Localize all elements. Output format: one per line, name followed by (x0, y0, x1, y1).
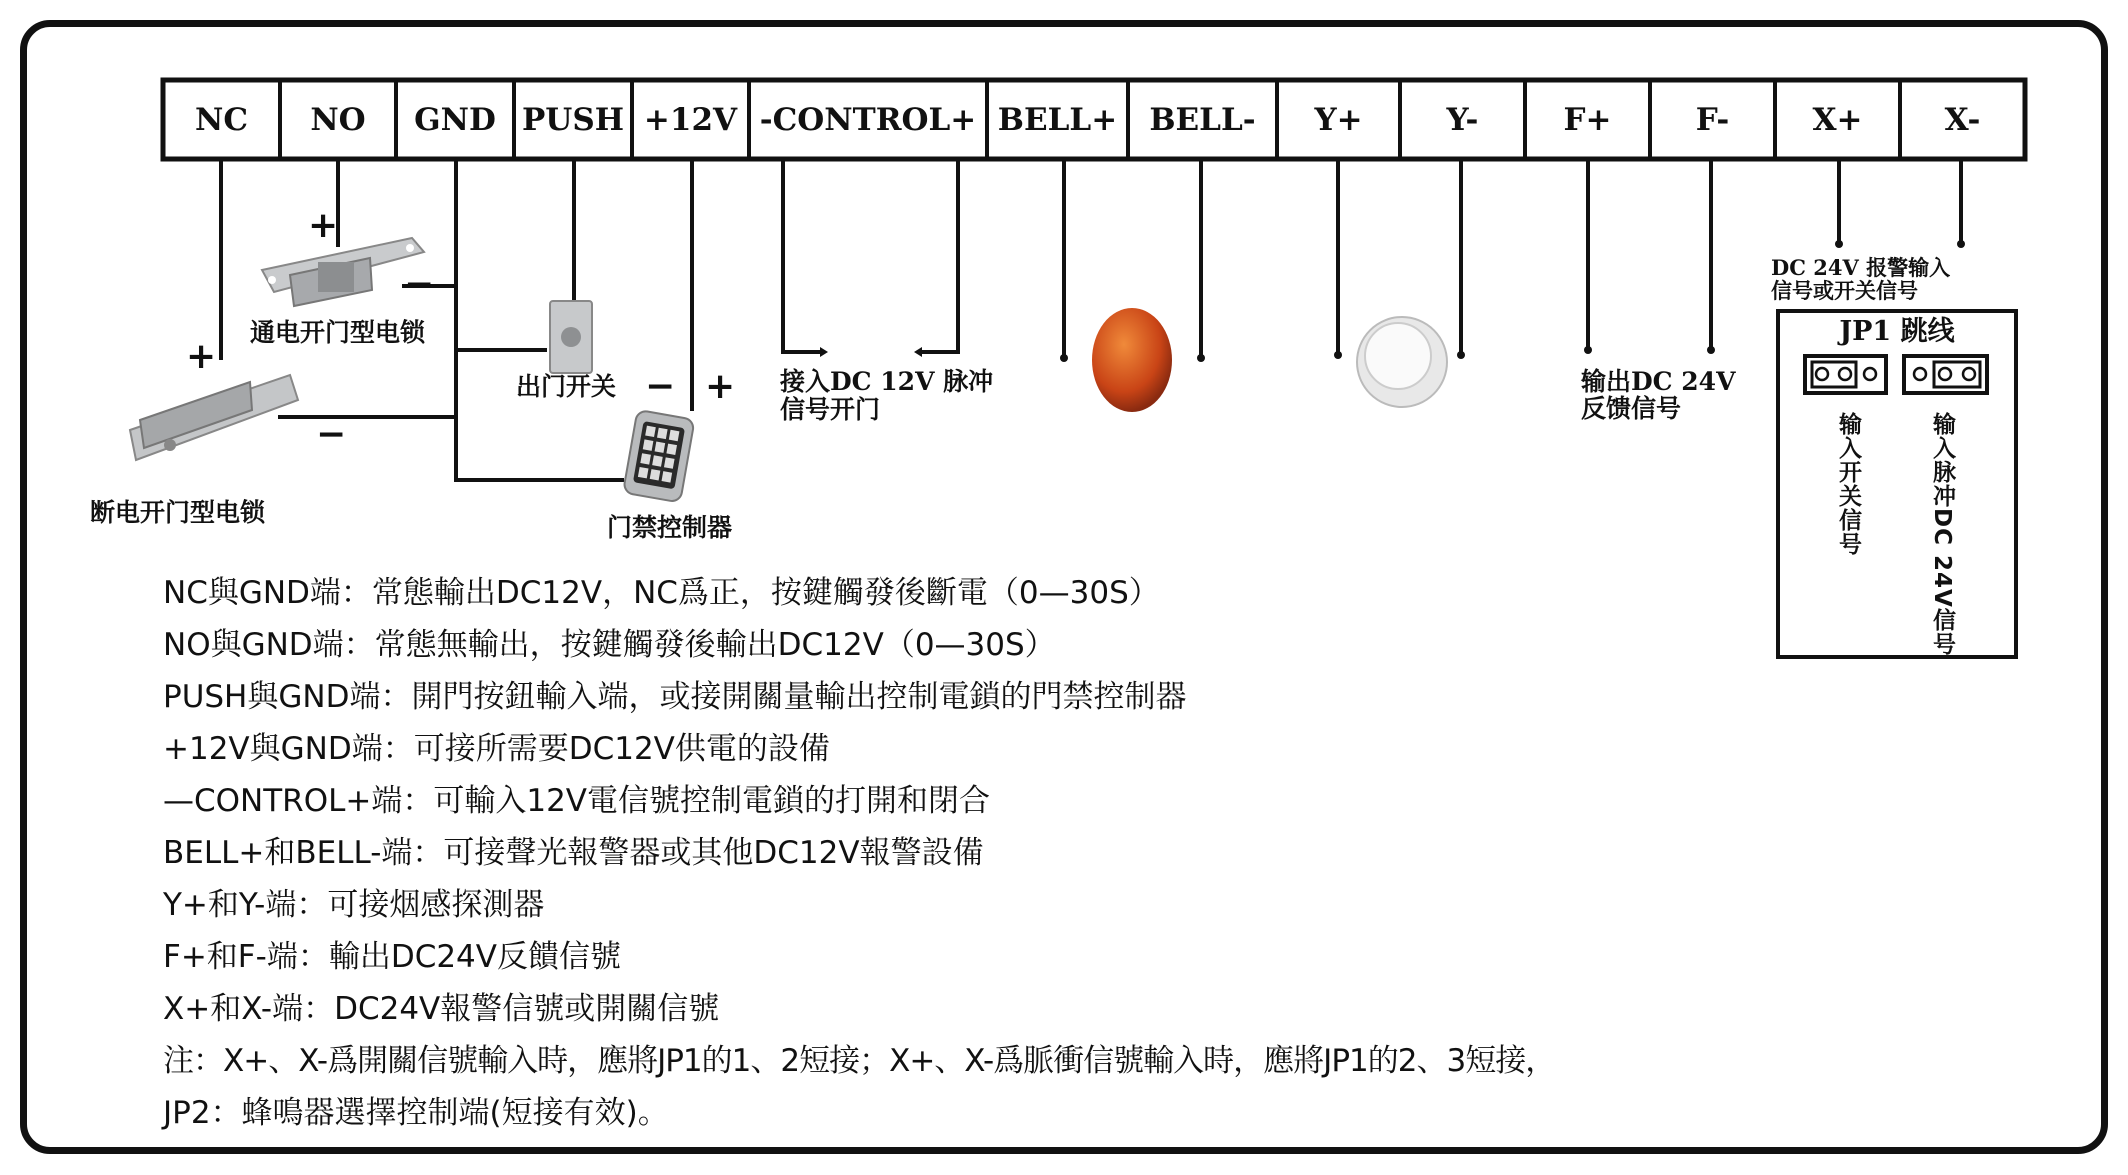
terminal-no: NO (310, 101, 366, 138)
strike-lock-label: 通电开门型电锁 (250, 318, 426, 347)
jumper-block-right-icon (1904, 356, 1987, 393)
jp1-left-label: 输入开关信号 (1835, 412, 1861, 556)
feedback-note: 输出DC 24V (1581, 367, 1736, 396)
alarm-note: 信号或开关信号 (1771, 278, 1918, 303)
note-line: 注：X+、X-爲開關信號輸入時，應將JP1的1、2短接；X+、X-爲脈衝信號輸入時，應將JP1的2、3短接， (163, 1043, 1556, 1079)
jp1-jumper-pins (1800, 352, 1995, 398)
jumper-block-left-icon (1805, 356, 1886, 393)
terminal-bell-minus: BELL- (1149, 101, 1256, 138)
exit-button-label: 出门开关 (516, 372, 617, 401)
bolt-lock-label: 断电开门型电锁 (90, 498, 266, 527)
note-line: BELL+和BELL-端：可接聲光報警器或其他DC12V報警設備 (163, 835, 984, 871)
alarm-note: DC 24V 报警输入 (1771, 255, 1951, 280)
strike-lock-icon (262, 238, 424, 306)
exit-button-icon (550, 301, 592, 373)
terminal-push: PUSH (521, 101, 625, 138)
note-line: F+和F-端：輸出DC24V反饋信號 (163, 939, 621, 975)
plus-sign: + (705, 366, 736, 407)
plus-sign: + (186, 336, 217, 377)
note-line: —CONTROL+端：可輸入12V電信號控制電鎖的打開和閉合 (163, 783, 991, 819)
terminal-12v: +12V (643, 101, 738, 138)
minus-sign: − (404, 264, 435, 305)
note-line: NO與GND端：常態無輸出，按鍵觸發後輸出DC12V（0—30S） (163, 627, 1056, 663)
access-controller-label: 门禁控制器 (607, 513, 733, 542)
terminal-y-minus: Y- (1446, 101, 1479, 138)
note-line: Y+和Y-端：可接烟感探測器 (163, 887, 545, 923)
note-line: NC與GND端：常態輸出DC12V，NC爲正，按鍵觸發後斷電（0—30S） (163, 575, 1160, 611)
terminal-f-plus: F+ (1563, 101, 1612, 138)
minus-sign: − (316, 414, 347, 455)
note-line: JP2：蜂鳴器選擇控制端(短接有效)。 (163, 1095, 669, 1131)
smoke-detector-icon (1357, 317, 1447, 407)
terminal-x-minus: X- (1944, 101, 1981, 138)
note-line: PUSH與GND端：開門按鈕輸入端，或接開關量輸出控制電鎖的門禁控制器 (163, 679, 1187, 715)
terminal-y-plus: Y+ (1314, 101, 1363, 138)
alarm-siren-icon (1092, 308, 1172, 412)
access-keypad-icon (623, 410, 695, 503)
control-note: 信号开门 (780, 395, 881, 424)
feedback-note: 反馈信号 (1581, 394, 1682, 423)
minus-sign: − (645, 366, 676, 407)
wire-control-plus (922, 159, 958, 352)
wire-control-minus (783, 159, 820, 352)
terminal-bell-plus: BELL+ (997, 101, 1118, 138)
jp1-title: JP1 跳线 (1839, 316, 1955, 347)
jp1-right-label: 输入脉冲DC 24V信号 (1929, 412, 1955, 656)
note-line: +12V與GND端：可接所需要DC12V供電的設備 (163, 731, 830, 767)
terminal-nc: NC (194, 101, 248, 138)
control-note: 接入DC 12V 脉冲 (780, 367, 994, 396)
note-line: X+和X-端：DC24V報警信號或開關信號 (163, 991, 720, 1027)
plus-sign: + (308, 205, 339, 246)
bolt-lock-icon (130, 375, 298, 460)
terminal-f-minus: F- (1695, 101, 1730, 138)
terminal-control: -CONTROL+ (759, 101, 977, 138)
terminal-x-plus: X+ (1812, 101, 1863, 138)
terminal-gnd: GND (414, 101, 496, 138)
